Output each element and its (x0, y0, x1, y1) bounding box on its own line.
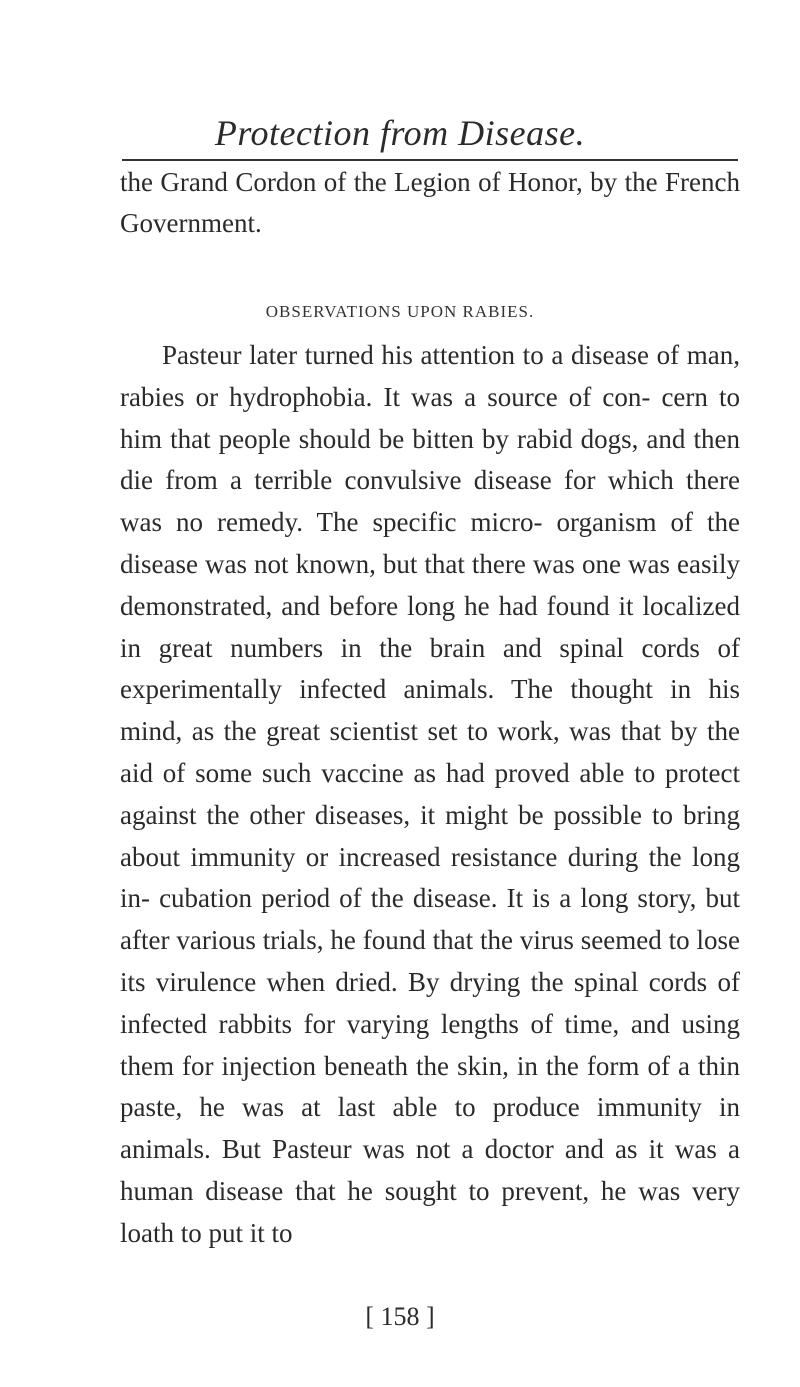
section-heading: OBSERVATIONS UPON RABIES. (265, 302, 535, 321)
continued-paragraph: the Grand Cordon of the Legion of Honor, by the French Government. (120, 167, 740, 238)
main-paragraph: Pasteur later turned his attention to a disease of man, rabies or hydrophobia. It was a source of con- cern to him that people should be bitten by rabid dogs, and then die from a terrible convulsive disease for which there was no remedy. The specific micro- organism of the disease was not known, but that there was one was easily demonstrated, and before long he had found it localized in great numbers in the brain and spinal cords of experimentally infected animals. The thought in his mind, as the great scientist set to work, was that by the aid of some such vaccine as had proved able to protect against the other diseases, it might be possible to bring about immunity or increased resistance during the long in- cubation period of the disease. It is a long story, but after various trials, he found that the virus seemed to lose its virulence when dried. By drying the spinal cords of infected rabbits for varying lengths of time, and using them for injection beneath the skin, in the form of a thin paste, he was at last able to produce immunity in animals. But Pasteur was not a doctor and as it was a human disease that he sought to prevent, he was very loath to put it to (120, 340, 740, 1248)
running-head: Protection from Disease. (214, 113, 586, 153)
page-number: [ 158 ] (365, 1302, 435, 1331)
header-rule (122, 159, 738, 161)
